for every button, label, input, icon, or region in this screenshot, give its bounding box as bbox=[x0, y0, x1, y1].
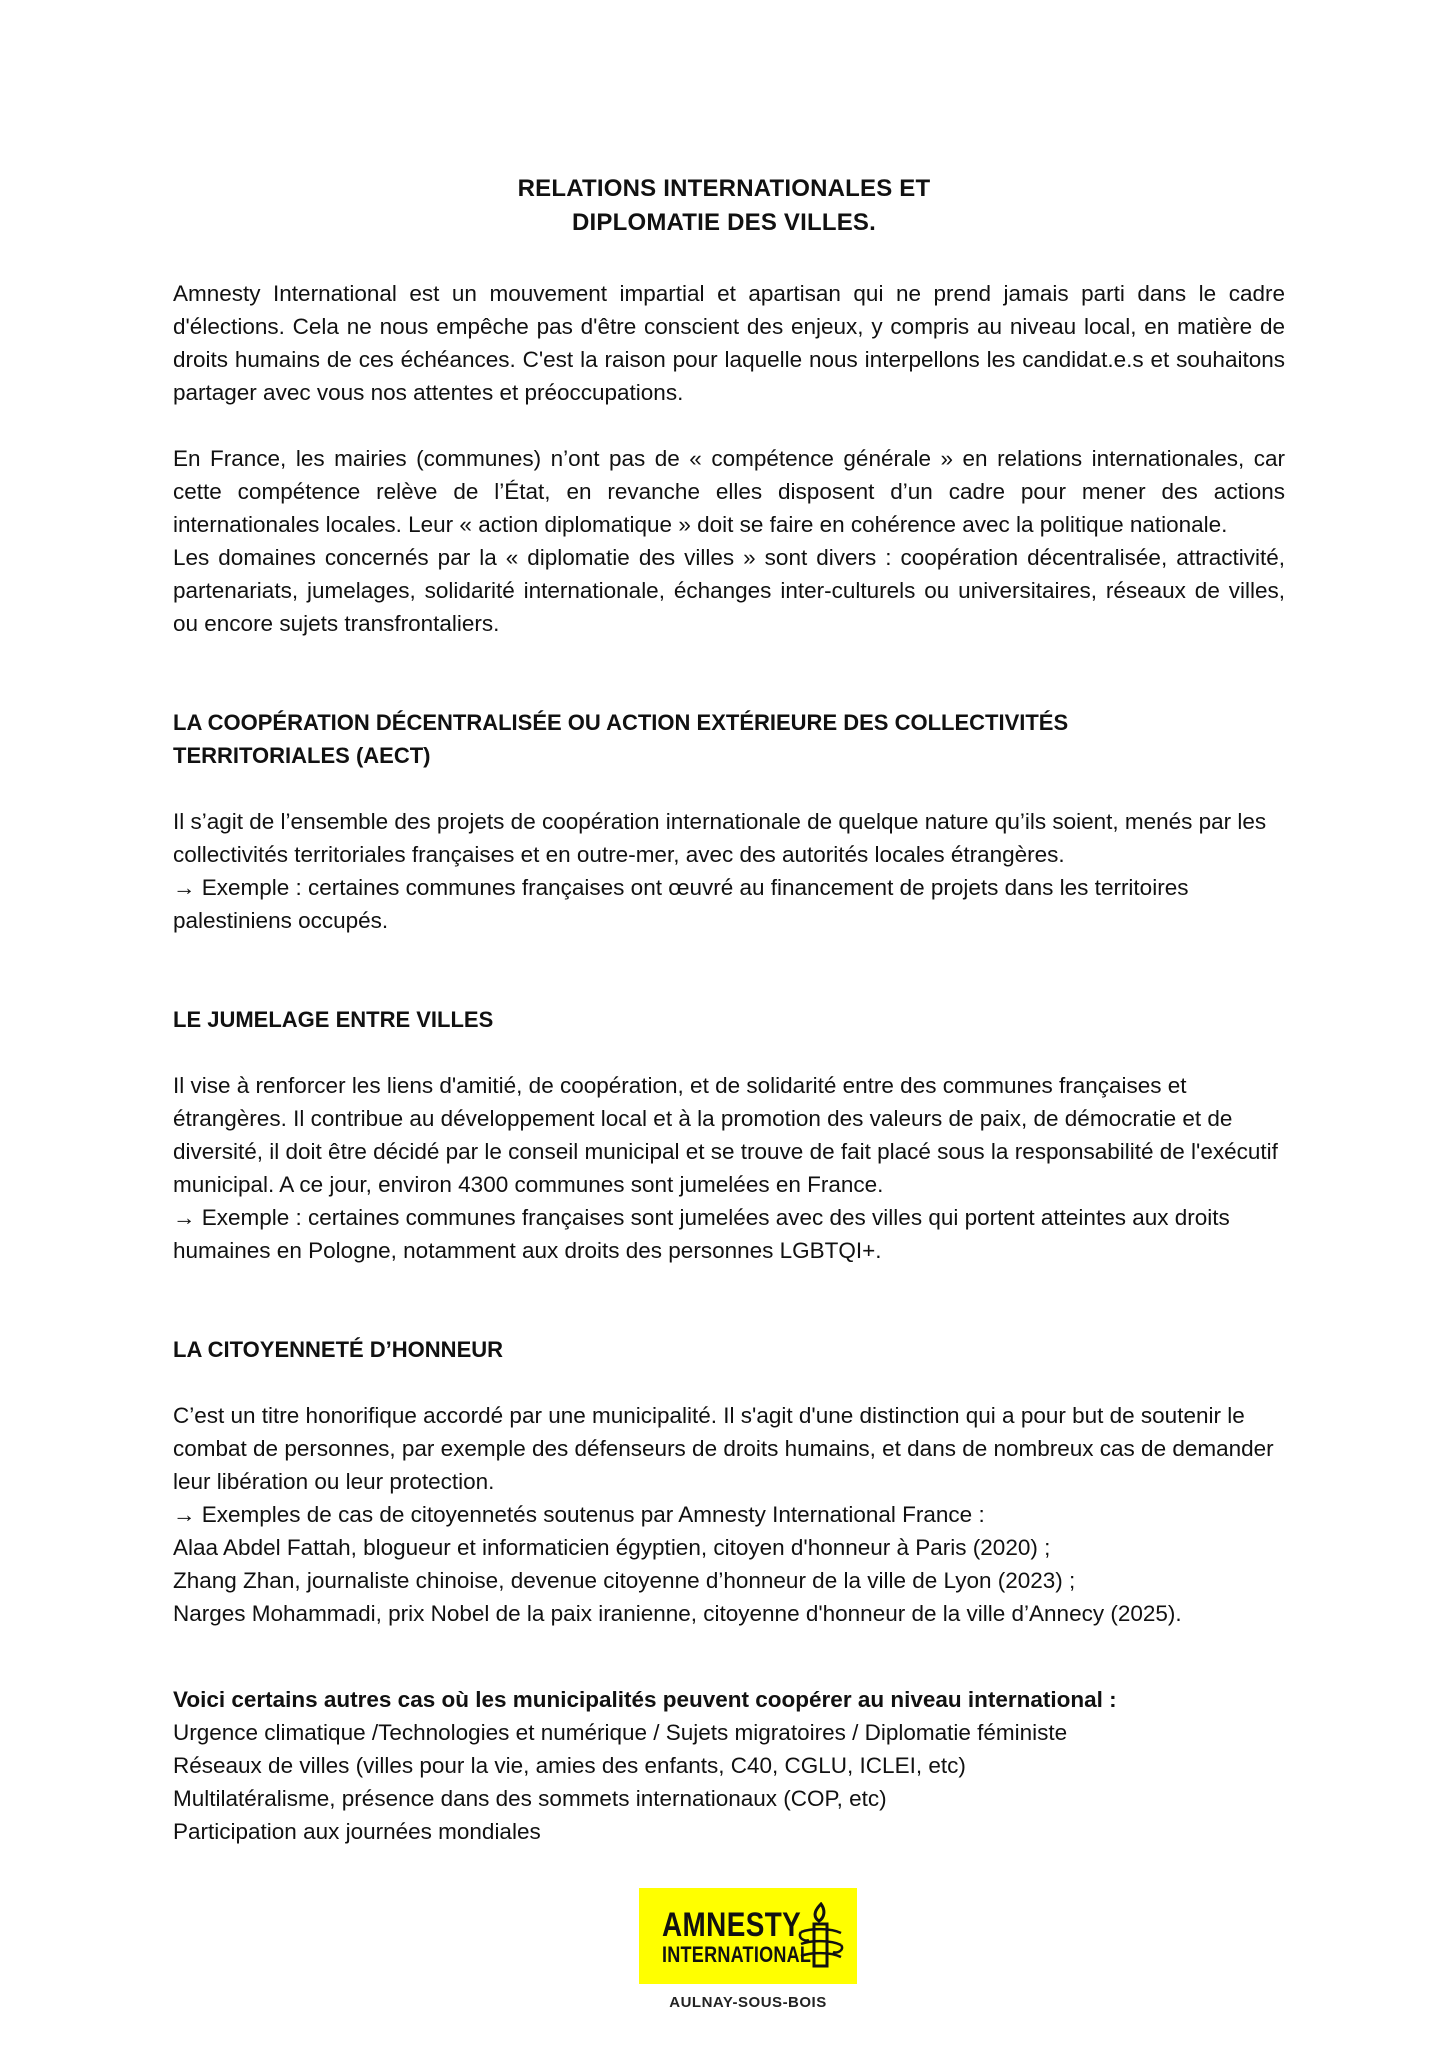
logo-line-1: AMNESTY bbox=[662, 1906, 802, 1944]
section-jumelage bbox=[173, 1003, 1285, 1267]
logo-wordmark bbox=[662, 1908, 811, 1968]
case-item: Narges Mohammadi, prix Nobel de la paix iranienne, citoyenne d'honneur de la ville d’Annecy (2025). bbox=[173, 1601, 1182, 1626]
context-section bbox=[173, 442, 1285, 640]
section-heading-jumelage: LE JUMELAGE ENTRE VILLES bbox=[173, 1007, 494, 1032]
other-cases-heading: Voici certains autres cas où les municipalités peuvent coopérer au niveau international : bbox=[173, 1687, 1117, 1712]
intro-paragraph bbox=[173, 277, 1285, 409]
title-line-1: RELATIONS INTERNATIONALES ET bbox=[517, 175, 931, 202]
other-case-item: Urgence climatique /Technologies et numérique / Sujets migratoires / Diplomatie féministe bbox=[173, 1720, 1068, 1745]
context-paragraph-1: En France, les mairies (communes) n’ont pas de « compétence générale » en relations internationales, car cette compétence relève de l’État, en revanche elles disposent d’un cadre pour mener des actions internationales locales. Leur « action diplomatique » doit se faire en cohérence avec la politique nationale. bbox=[173, 446, 1285, 537]
heading-line: TERRITORIALES (AECT) bbox=[173, 743, 431, 768]
section-body: C’est un titre honorifique accordé par une municipalité. Il s'agit d'une distinction qui a pour but de soutenir le combat de personnes, par exemple des défenseurs de droits humains, et dans de nombreux cas de demander leur libération ou leur protection. bbox=[173, 1403, 1274, 1494]
heading-line: LA COOPÉRATION DÉCENTRALISÉE OU ACTION EXTÉRIEURE DES COLLECTIVITÉS bbox=[173, 710, 1069, 735]
case-item: Zhang Zhan, journaliste chinoise, devenue citoyenne d’honneur de la ville de Lyon (2023) ; bbox=[173, 1568, 1076, 1593]
title-line-2: DIPLOMATIE DES VILLES. bbox=[572, 209, 876, 236]
context-paragraph-2: Les domaines concernés par la « diplomatie des villes » sont divers : coopération décentralisée, attractivité, partenariats, jumelages, solidarité internationale, échanges inter-culturels ou universitaires, réseaux de villes, ou encore sujets transfrontaliers. bbox=[173, 545, 1285, 636]
other-case-item: Réseaux de villes (villes pour la vie, amies des enfants, C40, CGLU, ICLEI, etc) bbox=[173, 1753, 966, 1778]
section-heading-citoyennete: LA CITOYENNETÉ D’HONNEUR bbox=[173, 1337, 504, 1362]
section-example: → Exemple : certaines communes françaises sont jumelées avec des villes qui portent atteintes aux droits humaines en Pologne, notamment aux droits des personnes LGBTQI+. bbox=[173, 1205, 1230, 1263]
section-heading-aect bbox=[173, 706, 1285, 772]
case-item: Alaa Abdel Fattah, blogueur et informaticien égyptien, citoyen d'honneur à Paris (2020) ; bbox=[173, 1535, 1051, 1560]
section-example: → Exemple : certaines communes françaises ont œuvré au financement de projets dans les territoires palestiniens occupés. bbox=[173, 875, 1189, 933]
amnesty-logo bbox=[639, 1888, 857, 1984]
section-aect bbox=[173, 706, 1285, 937]
intro-text: Amnesty International est un mouvement impartial et apartisan qui ne prend jamais parti dans le cadre d'élections. Cela ne nous empêche pas d'être conscient des enjeux, y compris au niveau local, en matière de droits humains de ces échéances. C'est la raison pour laquelle nous interpellons les candidat.e.s et souhaitons partager avec vous nos attentes et préoccupations. bbox=[173, 281, 1285, 405]
other-case-item: Multilatéralisme, présence dans des sommets internationaux (COP, etc) bbox=[173, 1786, 887, 1811]
section-body: Il s’agit de l’ensemble des projets de coopération internationale de quelque nature qu’ils soient, menés par les collectivités territoriales françaises et en outre-mer, avec des autorités locales étrangères. bbox=[173, 809, 1267, 867]
other-case-item: Participation aux journées mondiales bbox=[173, 1819, 541, 1844]
logo-line-2: INTERNATIONAL bbox=[662, 1942, 812, 1967]
candle-barbed-wire-icon bbox=[797, 1902, 845, 1970]
section-body: Il vise à renforcer les liens d'amitié, de coopération, et de solidarité entre des communes françaises et étrangères. Il contribue au développement local et à la promotion des valeurs de paix, de démocratie et de diversité, il doit être décidé par le conseil municipal et se trouve de fait placé sous la responsabilité de l'exécutif municipal. A ce jour, environ 4300 communes sont jumelées en France. bbox=[173, 1073, 1278, 1197]
section-example: → Exemples de cas de citoyennetés soutenus par Amnesty International France : bbox=[173, 1502, 985, 1527]
other-cases-section bbox=[173, 1683, 1285, 1848]
section-citoyennete bbox=[173, 1333, 1285, 1630]
page-title bbox=[0, 172, 1448, 240]
group-name: AULNAY-SOUS-BOIS bbox=[669, 1994, 827, 2011]
